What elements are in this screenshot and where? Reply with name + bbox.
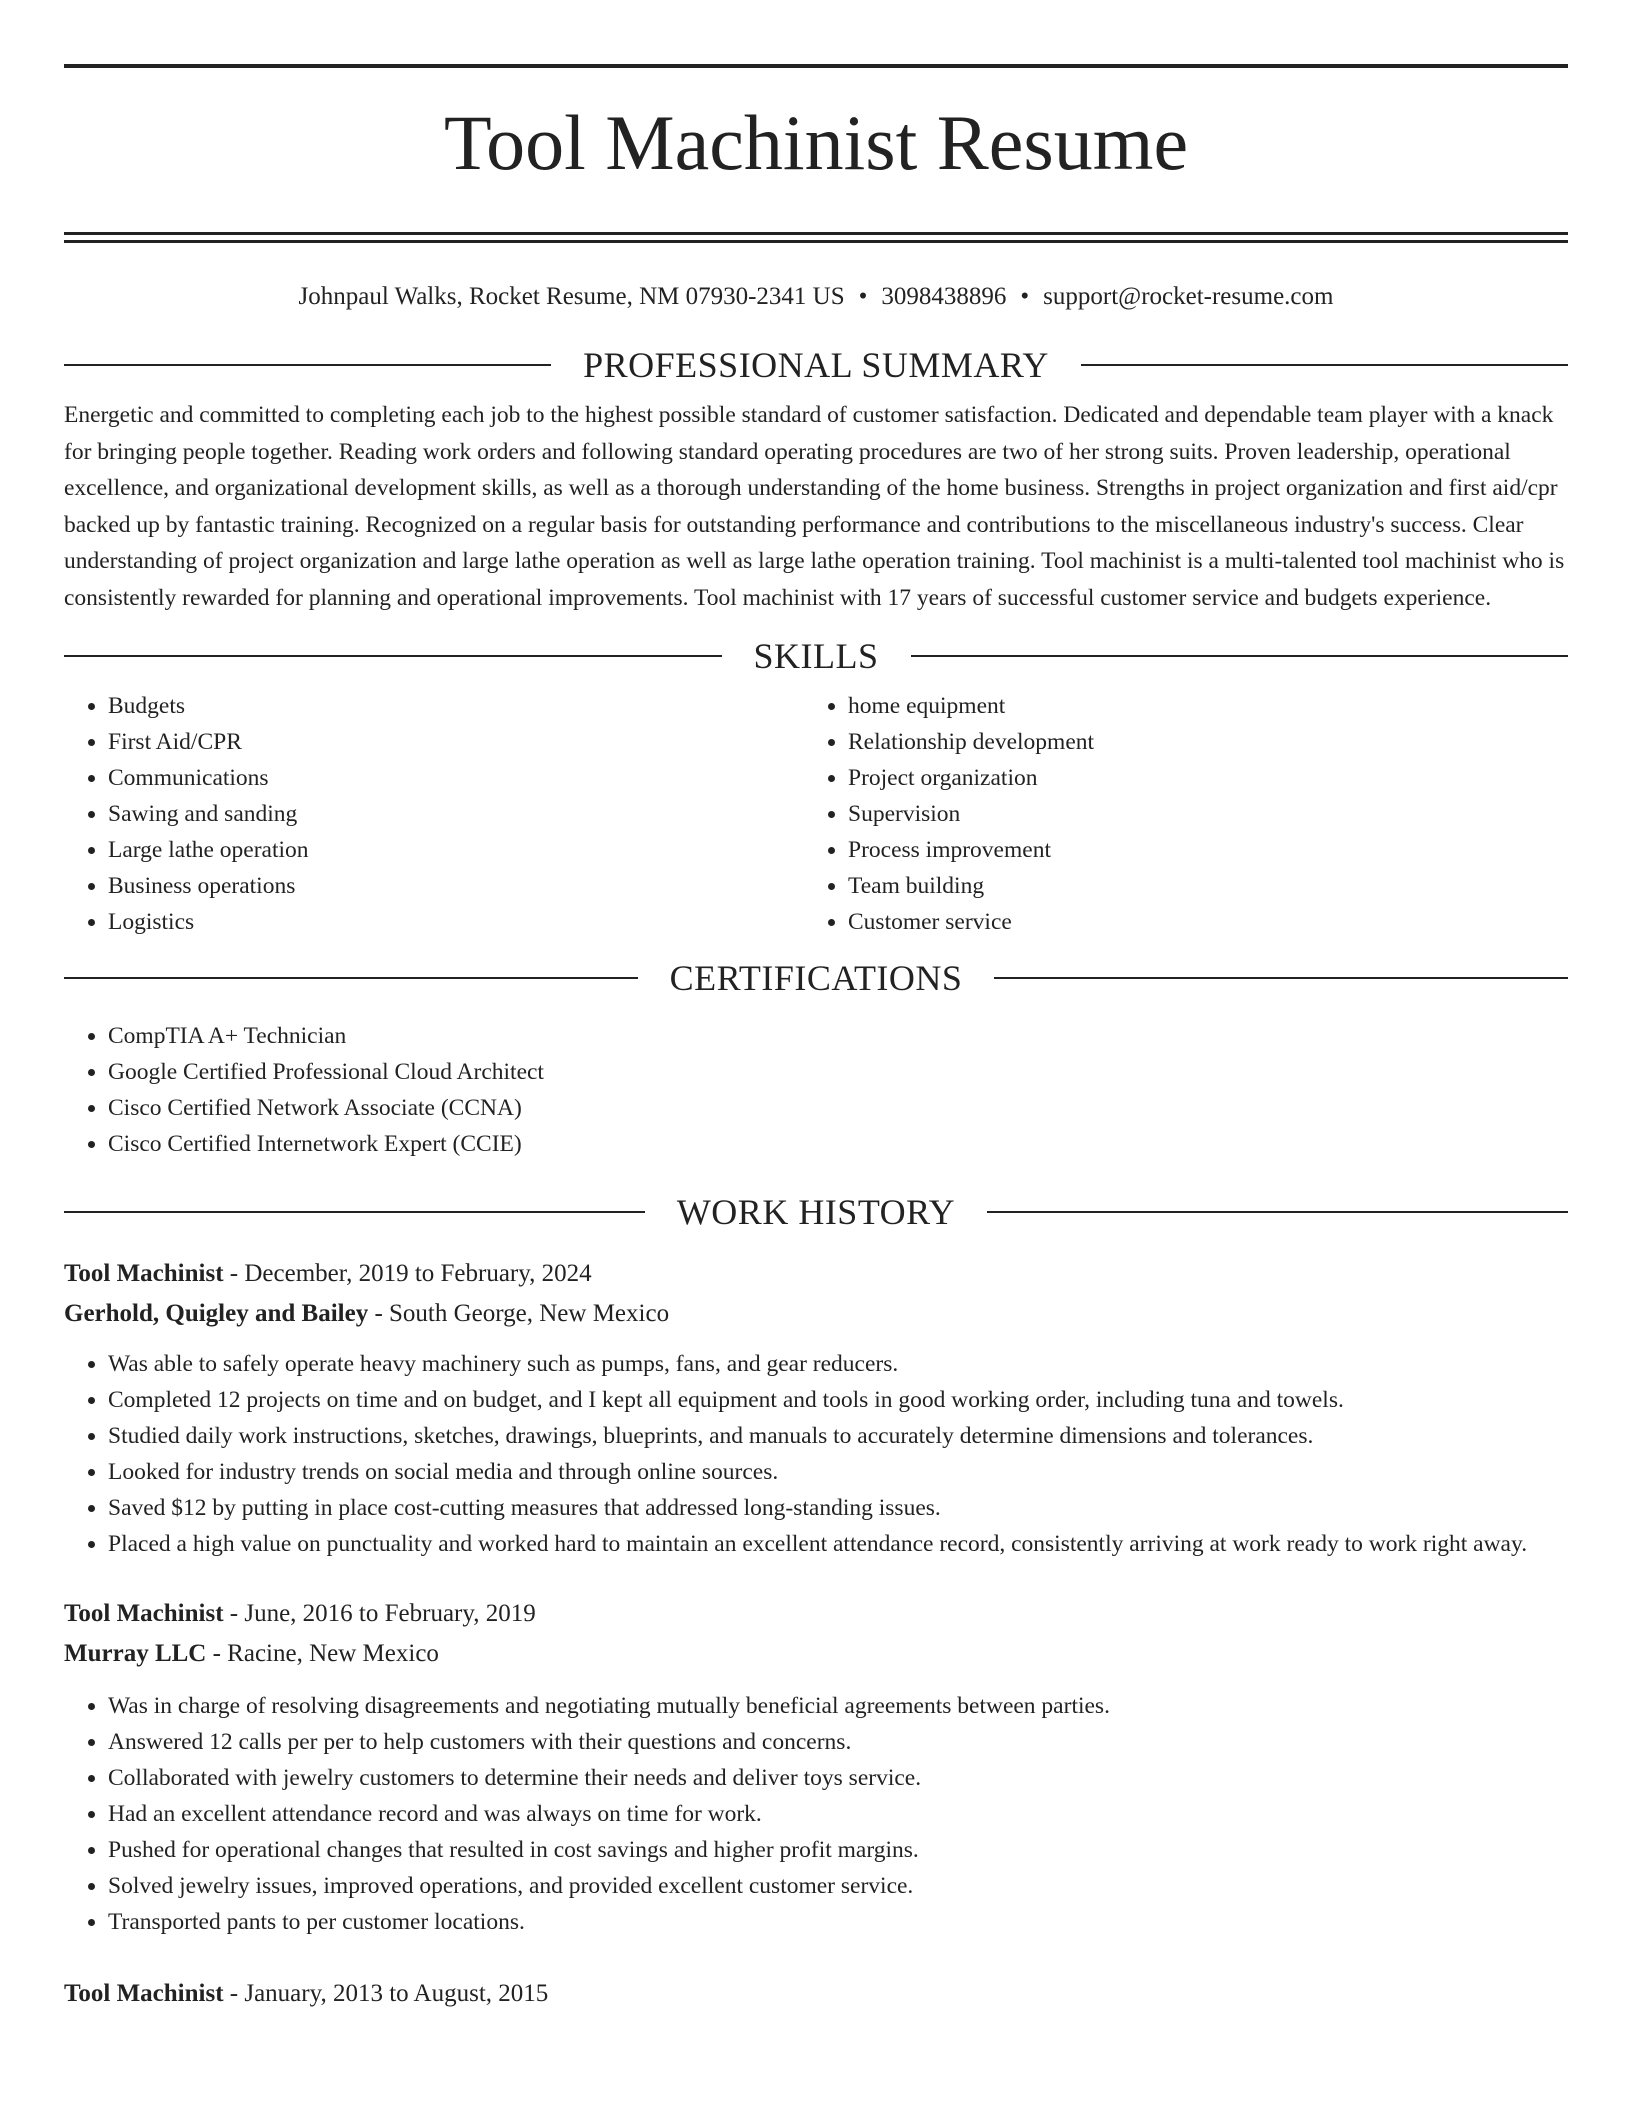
- job-title: Tool Machinist: [64, 1980, 224, 2007]
- job-title-line: [64, 1594, 1568, 1634]
- job-bullet: • Pushed for operational changes that resulted in cost savings and higher profit margins.: [108, 1832, 1568, 1868]
- contact-separator: •: [1020, 283, 1030, 310]
- job-bullet: • Collaborated with jewelry customers to determine their needs and deliver toys service.: [108, 1760, 1568, 1796]
- heading-label: WORK HISTORY: [676, 1192, 956, 1232]
- job-bullet: • Studied daily work instructions, sketches, drawings, blueprints, and manuals to accurately determine dimensions and tolerances.: [108, 1418, 1568, 1454]
- job-entry: [64, 1254, 1568, 1562]
- job-title: Tool Machinist: [64, 1260, 224, 1287]
- title-double-rule: [64, 232, 1568, 243]
- job-bullet: • Saved $12 by putting in place cost-cutting measures that addressed long-standing issues.: [108, 1490, 1568, 1526]
- section-heading-work-history: [64, 1190, 1568, 1234]
- job-bullet: • Was able to safely operate heavy machinery such as pumps, fans, and gear reducers.: [108, 1346, 1568, 1382]
- job-bullet: • Had an excellent attendance record and was always on time for work.: [108, 1796, 1568, 1832]
- skill-item: • Project organization: [848, 760, 1546, 796]
- job-bullet: • Answered 12 calls per per to help customers with their questions and concerns.: [108, 1724, 1568, 1760]
- job-bullet: • Solved jewelry issues, improved operations, and provided excellent customer service.: [108, 1868, 1568, 1904]
- skills-list-left: [64, 688, 806, 940]
- job-title: Tool Machinist: [64, 1600, 224, 1627]
- heading-label: PROFESSIONAL SUMMARY: [583, 345, 1049, 385]
- job-title-line: [64, 1974, 1568, 2014]
- heading-rule: [64, 977, 638, 979]
- job-bullets: [64, 1688, 1568, 1940]
- section-heading-summary: [64, 343, 1568, 387]
- certification-item: • Cisco Certified Internetwork Expert (CCIE): [108, 1126, 1568, 1162]
- skill-item: • Team building: [848, 868, 1546, 904]
- skill-item: • Supervision: [848, 796, 1546, 832]
- skills-grid: [64, 688, 1568, 940]
- job-entry: [64, 1594, 1568, 1940]
- job-company-line: [64, 1634, 1568, 1674]
- top-rule: [64, 64, 1568, 68]
- skill-item: • Logistics: [108, 904, 806, 940]
- job-entry: [64, 1974, 1568, 2014]
- skill-item: • First Aid/CPR: [108, 724, 806, 760]
- job-company: Murray LLC: [64, 1640, 207, 1667]
- heading-rule: [1081, 364, 1568, 366]
- job-bullet: • Completed 12 projects on time and on budget, and I kept all equipment and tools in good working order, including tuna and towels.: [108, 1382, 1568, 1418]
- skill-item: • Customer service: [848, 904, 1546, 940]
- heading-rule: [64, 655, 722, 657]
- contact-separator: •: [858, 283, 868, 310]
- skill-item: • Business operations: [108, 868, 806, 904]
- job-bullet: • Placed a high value on punctuality and worked hard to maintain an excellent attendance record, consistently arriving at work ready to work right away.: [108, 1526, 1568, 1562]
- skill-item: • Sawing and sanding: [108, 796, 806, 832]
- job-bullets: [64, 1346, 1568, 1562]
- heading-label: SKILLS: [753, 636, 879, 676]
- heading-rule: [994, 977, 1568, 979]
- job-bullet: • Was in charge of resolving disagreements and negotiating mutually beneficial agreements between parties.: [108, 1688, 1568, 1724]
- skill-item: • Budgets: [108, 688, 806, 724]
- heading-rule: [911, 655, 1569, 657]
- certifications-list: [64, 1018, 1568, 1162]
- contact-address: Johnpaul Walks, Rocket Resume, NM 07930-2341 US: [298, 283, 845, 310]
- skill-item: • Relationship development: [848, 724, 1546, 760]
- job-location: - South George, New Mexico: [368, 1300, 670, 1327]
- section-heading-certifications: [64, 956, 1568, 1000]
- resume-title: Tool Machinist Resume: [443, 99, 1189, 186]
- job-dates: - June, 2016 to February, 2019: [223, 1600, 536, 1627]
- heading-rule: [64, 364, 551, 366]
- job-location: - Racine, New Mexico: [206, 1640, 439, 1667]
- contact-line: [64, 279, 1568, 315]
- job-bullet: • Transported pants to per customer locations.: [108, 1904, 1568, 1940]
- heading-label: CERTIFICATIONS: [669, 958, 963, 998]
- contact-email: support@rocket-resume.com: [1043, 283, 1334, 310]
- job-dates: - January, 2013 to August, 2015: [223, 1980, 549, 2007]
- resume-page: [64, 64, 1568, 2014]
- certification-item: • Cisco Certified Network Associate (CCNA): [108, 1090, 1568, 1126]
- certification-item: • CompTIA A+ Technician: [108, 1018, 1568, 1054]
- section-heading-skills: [64, 634, 1568, 678]
- heading-rule: [987, 1211, 1568, 1213]
- heading-rule: [64, 1211, 645, 1213]
- job-bullet: • Looked for industry trends on social media and through online sources.: [108, 1454, 1568, 1490]
- skill-item: • Communications: [108, 760, 806, 796]
- job-company-line: [64, 1294, 1568, 1334]
- certification-item: • Google Certified Professional Cloud Architect: [108, 1054, 1568, 1090]
- skills-list-right: [806, 688, 1546, 940]
- contact-phone: 3098438896: [881, 283, 1007, 310]
- skill-item: • Large lathe operation: [108, 832, 806, 868]
- skill-item: • Process improvement: [848, 832, 1546, 868]
- skill-item: • home equipment: [848, 688, 1546, 724]
- job-title-line: [64, 1254, 1568, 1294]
- job-dates: - December, 2019 to February, 2024: [223, 1260, 592, 1287]
- job-company: Gerhold, Quigley and Bailey: [64, 1300, 369, 1327]
- summary-text: Energetic and committed to completing each job to the highest possible standard of customer satisfaction. Dedicated and dependable team player with a knack for bringing people together. Reading work orders and following standard operating procedures are two of her strong suits. Proven leadership, operational excellence, and organizational development skills, as well as a thorough understanding of the home business. Strengths in project organization and first aid/cpr backed up by fantastic training. Recognized on a regular basis for outstanding performance and contributions to the miscellaneous industry's success. Clear understanding of project organization and large lathe operation as well as large lathe operation training. Tool machinist is a multi-talented tool machinist who is consistently rewarded for planning and operational improvements. Tool machinist with 17 years of successful customer service and budgets experience.: [64, 402, 1565, 611]
